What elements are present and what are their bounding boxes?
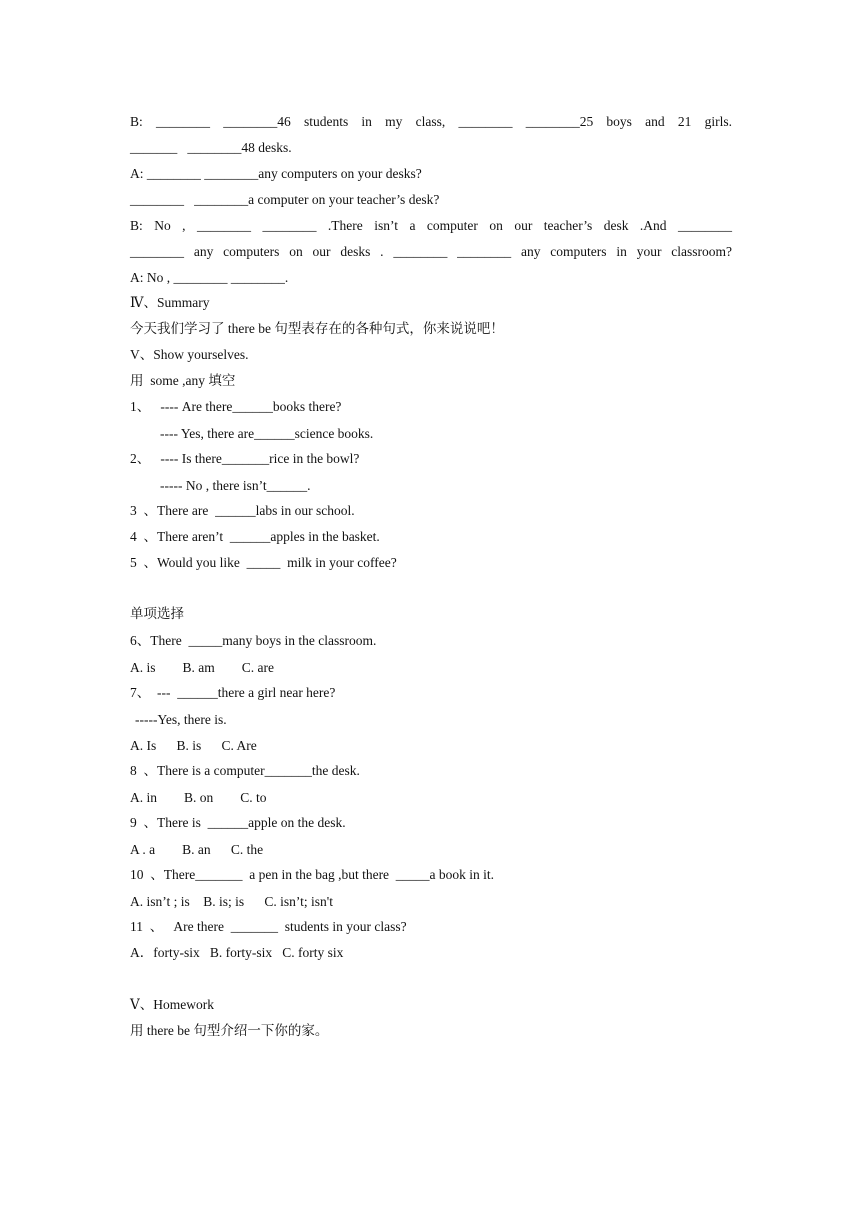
question-7: 7、 --- ______there a girl near here? — [130, 685, 336, 700]
question-11: 11 、 Are there _______ students in your class? — [130, 919, 407, 934]
question-8: 8 、There is a computer_______the desk. — [130, 763, 360, 778]
dialogue-line-b3: B: No , ________ ________ .There isn’t a computer on our teacher’s desk .And ________ — [130, 218, 732, 233]
question-7-options: A. Is B. is C. Are — [130, 738, 257, 753]
question-7-dialogue: -----Yes, there is. — [135, 712, 227, 727]
dialogue-line-a3: A: No , ________ ________. — [130, 270, 289, 285]
question-11-options: A．forty-six B. forty-six C. forty six — [130, 945, 344, 960]
choice-heading: 单项选择 — [130, 606, 184, 621]
dialogue-line-a2: ________ ________a computer on your teacher’s desk? — [130, 192, 440, 207]
question-1: 1、 ---- Are there______books there? — [130, 399, 342, 414]
dialogue-line-b1: B: ________ ________46 students in my class, ________ ________25 boys and 21 girls. — [130, 114, 732, 129]
show-instruction: 用 some ,any 填空 — [130, 373, 236, 388]
summary-heading: Ⅳ、Summary — [130, 295, 210, 310]
show-heading: V、Show yourselves. — [130, 347, 249, 362]
question-9: 9 、There is ______apple on the desk. — [130, 815, 346, 830]
question-10: 10 、There_______ a pen in the bag ,but there _____a book in it. — [130, 867, 495, 882]
question-9-options: A . a B. an C. the — [130, 842, 264, 857]
dialogue-line-b4: ________ any computers on our desks . ________ ________ any computers in your classroom? — [130, 244, 732, 259]
summary-text: 今天我们学习了 there be 句型表存在的各种句式，你来说说吧！ — [130, 321, 504, 336]
homework-text: 用 there be 句型介绍一下你的家。 — [130, 1023, 329, 1038]
homework-heading: Ⅴ、Homework — [130, 997, 214, 1012]
question-5: 5 、Would you like _____ milk in your coffee? — [130, 555, 397, 570]
dialogue-line-a1: A: ________ ________any computers on your desks? — [130, 166, 422, 181]
question-6-options: A. is B. am C. are — [130, 660, 274, 675]
question-8-options: A. in B. on C. to — [130, 790, 267, 805]
question-4: 4 、There aren’t ______apples in the basket. — [130, 529, 380, 544]
question-6: 6、There _____many boys in the classroom. — [130, 633, 377, 648]
question-1-answer: ---- Yes, there are______science books. — [160, 426, 374, 441]
question-3: 3 、There are ______labs in our school. — [130, 503, 355, 518]
question-2-answer: ----- No , there isn’t______. — [160, 478, 311, 493]
dialogue-line-b2: _______ ________48 desks. — [130, 140, 292, 155]
question-10-options: A. isn’t ; is B. is; is C. isn’t; isn't — [130, 894, 333, 909]
question-2: 2、 ---- Is there_______rice in the bowl? — [130, 451, 360, 466]
